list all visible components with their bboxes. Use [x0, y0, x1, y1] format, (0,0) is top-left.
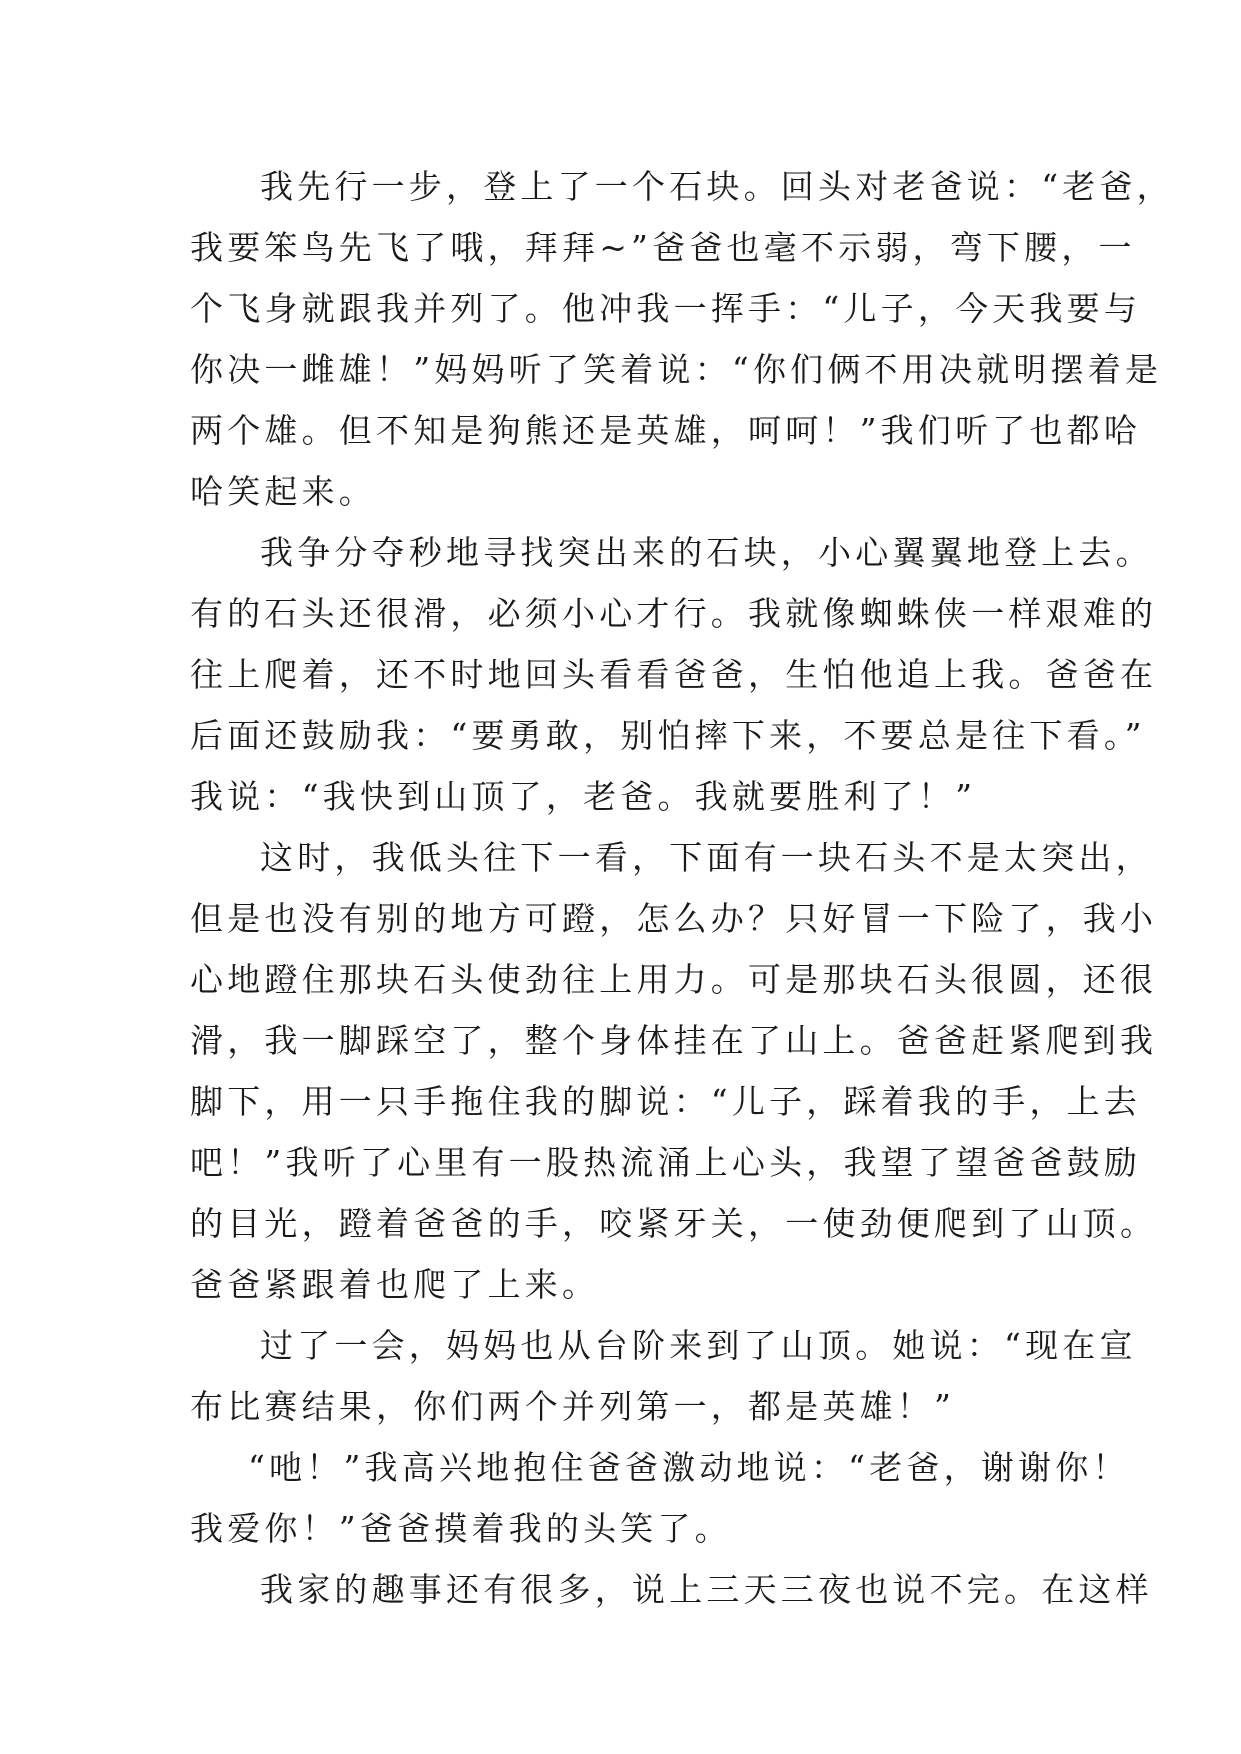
text-line: 我说：“我快到山顶了，老爸。我就要胜利了！” — [190, 777, 977, 816]
text-line: 我爱你！”爸爸摸着我的头笑了。 — [190, 1509, 732, 1548]
text-line: 两个雄。但不知是狗熊还是英雄，呵呵！”我们听了也都哈 — [190, 411, 1142, 450]
text-line: 脚下，用一只手拖住我的脚说：“儿子，踩着我的手，上去 — [190, 1082, 1142, 1121]
text-line: 我要笨鸟先飞了哦，拜拜~”爸爸也毫不示弱，弯下腰，一 — [190, 228, 1136, 267]
text-line: 心地蹬住那块石头使劲往上用力。可是那块石头很圆，还很 — [190, 960, 1158, 999]
text-line: 我争分夺秒地寻找突出来的石块，小心翼翼地登上去。 — [260, 533, 1153, 572]
text-line: 这时，我低头往下一看，下面有一块石头不是太突出， — [260, 838, 1153, 877]
text-line: 的目光，蹬着爸爸的手，咬紧牙关，一使劲便爬到了山顶。 — [190, 1204, 1158, 1243]
text-line: 布比赛结果，你们两个并列第一，都是英雄！” — [190, 1387, 956, 1426]
text-line: 我家的趣事还有很多，说上三天三夜也说不完。在这样 — [260, 1570, 1153, 1609]
text-line: 我先行一步，登上了一个石块。回头对老爸说：“老爸， — [260, 167, 1174, 206]
text-line: “吔！”我高兴地抱住爸爸激动地说：“老爸，谢谢你！ — [248, 1448, 1130, 1487]
text-line: 后面还鼓励我：“要勇敢，别怕摔下来，不要总是往下看。” — [190, 716, 1146, 755]
text-line: 你决一雌雄！”妈妈听了笑着说：“你们俩不用决就明摆着是 — [190, 350, 1163, 389]
text-line: 往上爬着，还不时地回头看看爸爸，生怕他追上我。爸爸在 — [190, 655, 1158, 694]
text-line: 吧！”我听了心里有一股热流涌上心头，我望了望爸爸鼓励 — [190, 1143, 1142, 1182]
text-line: 滑，我一脚踩空了，整个身体挂在了山上。爸爸赶紧爬到我 — [190, 1021, 1158, 1060]
text-line: 哈笑起来。 — [190, 472, 376, 511]
body-text — [190, 156, 1174, 1620]
text-line: 个飞身就跟我并列了。他冲我一挥手：“儿子，今天我要与 — [190, 289, 1142, 328]
text-line: 爸爸紧跟着也爬了上来。 — [190, 1265, 600, 1304]
text-line: 有的石头还很滑，必须小心才行。我就像蜘蛛侠一样艰难的 — [190, 594, 1158, 633]
text-line: 但是也没有别的地方可蹬，怎么办？只好冒一下险了，我小 — [190, 899, 1158, 938]
text-line: 过了一会，妈妈也从台阶来到了山顶。她说：“现在宣 — [260, 1326, 1137, 1365]
